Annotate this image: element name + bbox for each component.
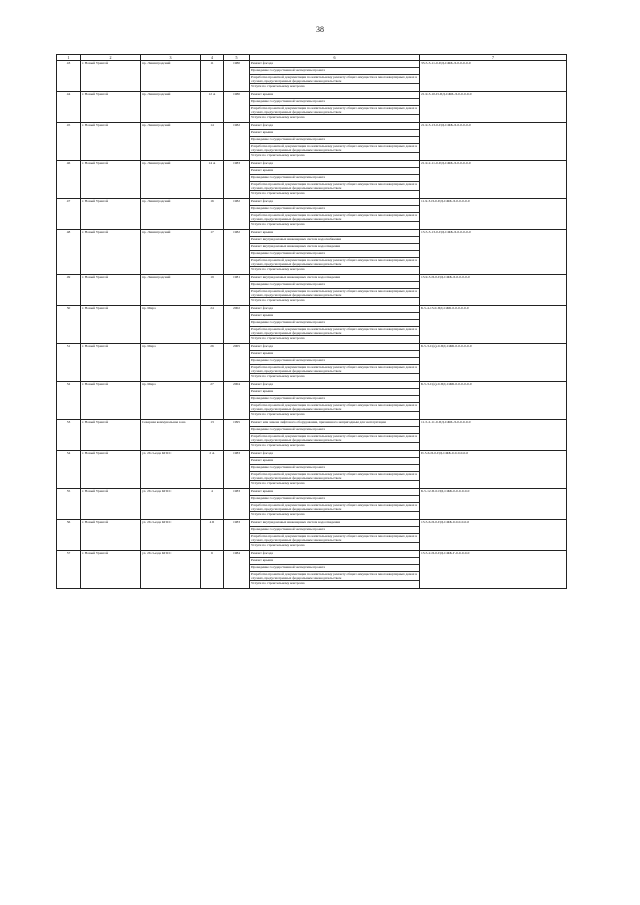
street-cell: пр. Мира	[141, 306, 201, 344]
table-row	[57, 161, 567, 199]
work-item: Проведение государственной экспертизы проекта	[250, 565, 419, 572]
code-cell: Б-5-3-С(ц)-0-ПД-СЖБ-0-0-0-0-0-0	[420, 344, 567, 382]
work-item: Разработка проектной документации по капитальному ремонту общего имущества в многоквартирных домах в случаях, предусмотренных федеральным законодательством	[251, 534, 418, 542]
city-cell: г. Новый Уренгой	[81, 61, 141, 92]
work-item: Проведение государственной экспертизы проекта	[250, 251, 419, 258]
code-cell: Б-5-4-13-0-ПД-СЖБ-0-0-0-0-0-0	[420, 306, 567, 344]
code-cell: 13-5-6-П-0-ПД-СЖБ-0-0-0-0-0-0	[420, 520, 567, 551]
work-item: Проведение государственной экспертизы проекта	[250, 358, 419, 365]
work-item: Услуги по строительному контролю	[251, 336, 305, 340]
code-cell: 11-5-2-11-0-ПД-СЖБ-Л-0-0-0-0-0	[420, 420, 567, 451]
works-cell	[250, 275, 420, 306]
work-item: Ремонт или замена лифтового оборудования, признанного непригодным для эксплуатации	[250, 420, 419, 427]
row-number: 55	[57, 489, 81, 520]
work-item: Разработка проектной документации по капитальному ремонту общего имущества в многоквартирных домах в случаях, предусмотренных федеральным законодательством	[251, 182, 418, 190]
year-cell: 1982	[224, 199, 250, 230]
work-item: Услуги по строительному контролю	[251, 481, 305, 485]
work-item: Ремонт фасада	[250, 161, 419, 168]
row-number: 47	[57, 199, 81, 230]
col-num-2: 2	[81, 55, 141, 61]
table-row	[57, 382, 567, 420]
work-item: Ремонт крыши	[250, 558, 419, 565]
house-cell: 19	[201, 275, 224, 306]
work-item: Разработка проектной документации по капитальному ремонту общего имущества в многоквартирных домах в случаях, предусмотренных федеральным законодательством	[251, 75, 418, 83]
work-item: Проведение государственной экспертизы проекта	[250, 68, 419, 75]
work-item: Услуги по строительному контролю	[251, 443, 305, 447]
work-item: Проведение государственной экспертизы проекта	[250, 282, 419, 289]
code-cell: 13-5-2-П-0-ПД-СЖБ-Г-0-0-0-0-0	[420, 551, 567, 589]
year-cell: 1980	[224, 92, 250, 123]
work-item: Услуги по строительному контролю	[251, 84, 305, 88]
table-row	[57, 230, 567, 275]
city-cell: г. Новый Уренгой	[81, 123, 141, 161]
works-cell	[250, 161, 420, 199]
work-item: Ремонт крыши	[250, 351, 419, 358]
work-item: Услуги по строительному контролю	[251, 512, 305, 516]
table-row	[57, 199, 567, 230]
row-number: 53	[57, 420, 81, 451]
code-cell: 13-5-3-13-0-ПД-СЖБ-Л-0-0-0-0-0	[420, 230, 567, 275]
year-cell: 1980	[224, 61, 250, 92]
house-cell: 2 А	[201, 451, 224, 489]
work-item: Проведение государственной экспертизы проекта	[250, 99, 419, 106]
year-cell: 1983	[224, 489, 250, 520]
work-item: Проведение государственной экспертизы проекта	[250, 527, 419, 534]
works-cell	[250, 230, 420, 275]
work-item: Ремонт фасада	[250, 61, 419, 68]
table-row	[57, 489, 567, 520]
city-cell: г. Новый Уренгой	[81, 275, 141, 306]
house-cell: 13	[201, 420, 224, 451]
street-cell: ул. 26 съезда КПСС	[141, 489, 201, 520]
works-cell	[250, 92, 420, 123]
city-cell: г. Новый Уренгой	[81, 382, 141, 420]
row-number: 56	[57, 520, 81, 551]
col-num-1: 1	[57, 55, 81, 61]
year-cell: 2005	[224, 344, 250, 382]
works-cell	[250, 551, 420, 589]
work-item: Разработка проектной документации по капитальному ремонту общего имущества в многоквартирных домах в случаях, предусмотренных федеральным законодательством	[251, 213, 418, 221]
year-cell: 2004	[224, 382, 250, 420]
works-cell	[250, 199, 420, 230]
table-row	[57, 344, 567, 382]
works-cell	[250, 123, 420, 161]
work-item: Ремонт крыши	[250, 489, 419, 496]
row-number: 45	[57, 123, 81, 161]
house-cell: 12 А	[201, 92, 224, 123]
work-item: Ремонт крыши	[250, 230, 419, 237]
house-cell: 24	[201, 306, 224, 344]
street-cell: пр. Ленинградский	[141, 61, 201, 92]
city-cell: г. Новый Уренгой	[81, 489, 141, 520]
work-item: Ремонт фасада	[250, 123, 419, 130]
work-item: Разработка проектной документации по капитальному ремонту общего имущества в многоквартирных домах в случаях, предусмотренных федеральным законодательством	[251, 403, 418, 411]
code-cell: 13-9-3-П-0-ПД-СЖБ-Л-0-0-0-0-0	[420, 275, 567, 306]
code-cell: П-5-6-П-0-ПД-СЖБ-0-0-0-0-0-0	[420, 451, 567, 489]
col-num-6: 6	[250, 55, 420, 61]
house-cell: 6	[201, 551, 224, 589]
street-cell: Северная коммунальная зона	[141, 420, 201, 451]
city-cell: г. Новый Уренгой	[81, 520, 141, 551]
works-cell	[250, 344, 420, 382]
year-cell: 1983	[224, 520, 250, 551]
work-item: Разработка проектной документации по капитальному ремонту общего имущества в многоквартирных домах в случаях, предусмотренных федеральным законодательством	[251, 327, 418, 335]
city-cell: г. Новый Уренгой	[81, 161, 141, 199]
work-item: Проведение государственной экспертизы проекта	[250, 465, 419, 472]
work-item: Услуги по строительному контролю	[251, 267, 305, 271]
work-item: Ремонт фасада	[250, 382, 419, 389]
year-cell: 1982	[224, 230, 250, 275]
code-cell: Б-5-3-С(ц)-0-ПД-СЖБ-0-0-0-0-0-0	[420, 382, 567, 420]
code-cell: Б-5-12-П-0-ПД-СЖБ-0-0-0-0-0-0	[420, 489, 567, 520]
row-number: 46	[57, 161, 81, 199]
work-item: Услуги по строительному контролю	[251, 191, 305, 195]
work-item: Ремонт крыши	[250, 130, 419, 137]
repair-register-table	[56, 54, 567, 589]
street-cell: ул. 26 съезда КПСС	[141, 551, 201, 589]
table-row	[57, 92, 567, 123]
house-cell: 4	[201, 489, 224, 520]
code-cell: 21-9-3-13-0-ПД-СЖБ-Л-0-0-0-0-0	[420, 123, 567, 161]
year-cell: 1982	[224, 123, 250, 161]
street-cell: пр. Ленинградский	[141, 92, 201, 123]
work-item: Проведение государственной экспертизы проекта	[250, 206, 419, 213]
city-cell: г. Новый Уренгой	[81, 451, 141, 489]
table-row	[57, 123, 567, 161]
work-item: Разработка проектной документации по капитальному ремонту общего имущества в многоквартирных домах в случаях, предусмотренных федеральным законодательством	[251, 365, 418, 373]
works-cell	[250, 451, 420, 489]
work-item: Ремонт фасада	[250, 306, 419, 313]
code-cell: 21-9-3-10-П-ПД-СЖБ-Л-0-0-0-0-0	[420, 92, 567, 123]
work-item: Разработка проектной документации по капитальному ремонту общего имущества в многоквартирных домах в случаях, предусмотренных федеральным законодательством	[251, 503, 418, 511]
street-cell: пр. Мира	[141, 382, 201, 420]
row-number: 48	[57, 230, 81, 275]
work-item: Ремонт внутридомовых инженерных систем водоотведения	[250, 275, 419, 282]
house-cell: 14 А	[201, 161, 224, 199]
city-cell: г. Новый Уренгой	[81, 344, 141, 382]
work-item: Разработка проектной документации по капитальному ремонту общего имущества в многоквартирных домах в случаях, предусмотренных федеральным законодательством	[251, 258, 418, 266]
row-number: 57	[57, 551, 81, 589]
works-cell	[250, 420, 420, 451]
row-number: 49	[57, 275, 81, 306]
street-cell: пр. Ленинградский	[141, 230, 201, 275]
work-item: Ремонт крыши	[250, 92, 419, 99]
house-cell: 11	[201, 61, 224, 92]
work-item: Проведение государственной экспертизы проекта	[250, 137, 419, 144]
work-item: Разработка проектной документации по капитальному ремонту общего имущества в многоквартирных домах в случаях, предусмотренных федеральным законодательством	[251, 472, 418, 480]
work-item: Услуги по строительному контролю	[251, 412, 305, 416]
work-item: Проведение государственной экспертизы проекта	[250, 320, 419, 327]
year-cell: 1983	[224, 161, 250, 199]
table-row	[57, 275, 567, 306]
house-cell: 27	[201, 382, 224, 420]
year-cell: 1983	[224, 451, 250, 489]
work-item: Услуги по строительному контролю	[251, 222, 305, 226]
col-num-5: 5	[224, 55, 250, 61]
house-cell: 4 Б	[201, 520, 224, 551]
col-num-3: 3	[141, 55, 201, 61]
work-item: Ремонт внутридомовых инженерных систем водоотведения	[250, 520, 419, 527]
code-cell: 21-9-2-11-0-ПД-СЖБ-Л-0-0-0-0-0	[420, 161, 567, 199]
row-number: 52	[57, 382, 81, 420]
city-cell: г. Новый Уренгой	[81, 306, 141, 344]
works-cell	[250, 489, 420, 520]
street-cell: пр. Мира	[141, 344, 201, 382]
work-item: Ремонт крыши	[250, 389, 419, 396]
work-item: Ремонт крыши	[250, 458, 419, 465]
works-cell	[250, 61, 420, 92]
street-cell: ул. 26 съезда КПСС	[141, 520, 201, 551]
work-item: Ремонт фасада	[250, 551, 419, 558]
work-item: Услуги по строительному контролю	[251, 115, 305, 119]
page-number: 38	[316, 25, 324, 34]
street-cell: пр. Ленинградский	[141, 161, 201, 199]
work-item: Проведение государственной экспертизы проекта	[250, 396, 419, 403]
works-cell	[250, 306, 420, 344]
street-cell: пр. Ленинградский	[141, 123, 201, 161]
house-cell: 16	[201, 199, 224, 230]
work-item: Ремонт фасада	[250, 451, 419, 458]
work-item: Ремонт фасада	[250, 344, 419, 351]
city-cell: г. Новый Уренгой	[81, 199, 141, 230]
table-row	[57, 520, 567, 551]
city-cell: г. Новый Уренгой	[81, 230, 141, 275]
work-item: Услуги по строительному контролю	[251, 298, 305, 302]
work-item: Услуги по строительному контролю	[251, 581, 305, 585]
work-item: Ремонт внутридомовых инженерных систем водоотведения	[250, 244, 419, 251]
city-cell: г. Новый Уренгой	[81, 551, 141, 589]
work-item: Ремонт внутридомовых инженерных систем водоснабжения	[250, 237, 419, 244]
works-cell	[250, 520, 420, 551]
row-number: 44	[57, 92, 81, 123]
house-cell: 26	[201, 344, 224, 382]
col-num-7: 7	[420, 55, 567, 61]
year-cell: 2002	[224, 306, 250, 344]
work-item: Ремонт крыши	[250, 168, 419, 175]
col-num-4: 4	[201, 55, 224, 61]
year-cell: 1995	[224, 420, 250, 451]
work-item: Услуги по строительному контролю	[251, 374, 305, 378]
house-cell: 17	[201, 230, 224, 275]
table-row	[57, 61, 567, 92]
street-cell: пр. Ленинградский	[141, 275, 201, 306]
work-item: Разработка проектной документации по капитальному ремонту общего имущества в многоквартирных домах в случаях, предусмотренных федеральным законодательством	[251, 289, 418, 297]
street-cell: пр. Ленинградский	[141, 199, 201, 230]
table-row	[57, 306, 567, 344]
year-cell: 1981	[224, 275, 250, 306]
work-item: Ремонт фасада	[250, 199, 419, 206]
code-cell: 33-5-3-11-0-ПД-СЖБ-Л-0-0-0-0-0	[420, 61, 567, 92]
street-cell: ул. 26 съезда КПСС	[141, 451, 201, 489]
year-cell: 1984	[224, 551, 250, 589]
table-row	[57, 420, 567, 451]
house-cell: 14	[201, 123, 224, 161]
work-item: Разработка проектной документации по капитальному ремонту общего имущества в многоквартирных домах в случаях, предусмотренных федеральным законодательством	[251, 434, 418, 442]
work-item: Услуги по строительному контролю	[251, 543, 305, 547]
row-number: 50	[57, 306, 81, 344]
city-cell: г. Новый Уренгой	[81, 420, 141, 451]
works-cell	[250, 382, 420, 420]
row-number: 51	[57, 344, 81, 382]
code-cell: 11-9-3-П-0-ПД-СЖБ-Л-0-0-0-0-0	[420, 199, 567, 230]
work-item: Разработка проектной документации по капитальному ремонту общего имущества в многоквартирных домах в случаях, предусмотренных федеральным законодательством	[251, 106, 418, 114]
work-item: Разработка проектной документации по капитальному ремонту общего имущества в многоквартирных домах в случаях, предусмотренных федеральным законодательством	[251, 572, 418, 580]
row-number: 43	[57, 61, 81, 92]
work-item: Проведение государственной экспертизы проекта	[250, 175, 419, 182]
city-cell: г. Новый Уренгой	[81, 92, 141, 123]
work-item: Разработка проектной документации по капитальному ремонту общего имущества в многоквартирных домах в случаях, предусмотренных федеральным законодательством	[251, 144, 418, 152]
table-row	[57, 551, 567, 589]
work-item: Ремонт крыши	[250, 313, 419, 320]
work-item: Проведение государственной экспертизы проекта	[250, 496, 419, 503]
table-row	[57, 451, 567, 489]
row-number: 54	[57, 451, 81, 489]
work-item: Услуги по строительному контролю	[251, 153, 305, 157]
work-item: Проведение государственной экспертизы проекта	[250, 427, 419, 434]
